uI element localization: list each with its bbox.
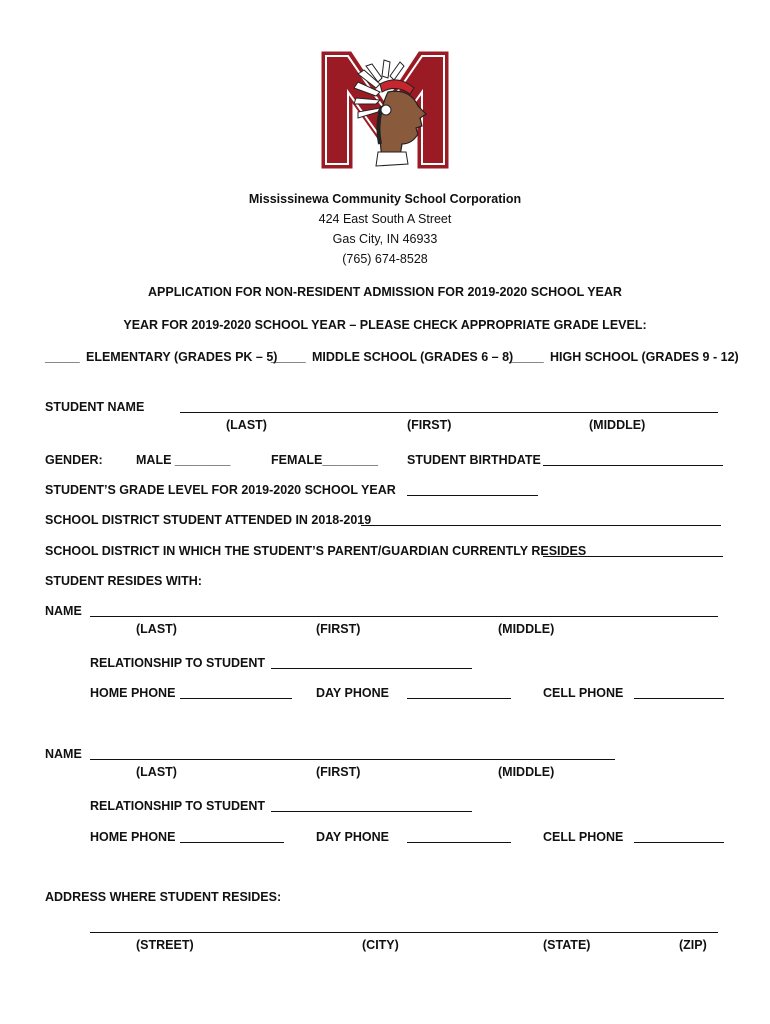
grade-prompt: YEAR FOR 2019-2020 SCHOOL YEAR – PLEASE CHECK APPROPRIATE GRADE LEVEL: xyxy=(123,318,647,332)
previous-district-label: SCHOOL DISTRICT STUDENT ATTENDED IN 2018-2019 xyxy=(45,513,372,527)
resident-district-field[interactable] xyxy=(543,556,723,557)
guardian2-name-field[interactable] xyxy=(90,759,615,760)
student-middle-caption: (MIDDLE) xyxy=(589,418,646,432)
guardian1-relationship-label: RELATIONSHIP TO STUDENT xyxy=(90,656,266,670)
guardian2-name-label: NAME xyxy=(45,747,82,761)
female-option[interactable]: FEMALE________ xyxy=(271,453,379,467)
org-name: Mississinewa Community School Corporation xyxy=(248,192,522,206)
guardian2-cell-phone-label: CELL PHONE xyxy=(543,830,624,844)
address-line-1: 424 East South A Street xyxy=(318,212,452,226)
elementary-option-label: ELEMENTARY (GRADES PK – 5) xyxy=(86,350,278,364)
guardian1-home-phone-field[interactable] xyxy=(180,698,292,699)
guardian1-relationship-field[interactable] xyxy=(271,668,472,669)
grade-level-field[interactable] xyxy=(407,495,538,496)
high-option-label: HIGH SCHOOL (GRADES 9 - 12) xyxy=(550,350,739,364)
guardian2-last-caption: (LAST) xyxy=(136,765,177,779)
student-name-label: STUDENT NAME xyxy=(45,400,145,414)
phone-number: (765) 674-8528 xyxy=(342,252,428,266)
guardian2-day-phone-label: DAY PHONE xyxy=(316,830,389,844)
birthdate-field[interactable] xyxy=(543,465,723,466)
guardian2-home-phone-field[interactable] xyxy=(180,842,284,843)
city-caption: (CITY) xyxy=(362,938,399,952)
middle-option-label: MIDDLE SCHOOL (GRADES 6 – 8) xyxy=(312,350,514,364)
student-name-field[interactable] xyxy=(180,412,718,413)
previous-district-field[interactable] xyxy=(361,525,721,526)
guardian1-name-field[interactable] xyxy=(90,616,718,617)
school-logo xyxy=(318,48,452,172)
guardian1-first-caption: (FIRST) xyxy=(316,622,361,636)
guardian2-home-phone-label: HOME PHONE xyxy=(90,830,176,844)
form-title: APPLICATION FOR NON-RESIDENT ADMISSION FOR 2019-2020 SCHOOL YEAR xyxy=(148,285,622,299)
guardian1-middle-caption: (MIDDLE) xyxy=(498,622,555,636)
guardian1-home-phone-label: HOME PHONE xyxy=(90,686,176,700)
male-option[interactable]: MALE ________ xyxy=(136,453,231,467)
address-label: ADDRESS WHERE STUDENT RESIDES: xyxy=(45,890,282,904)
address-line-2: Gas City, IN 46933 xyxy=(332,232,438,246)
guardian1-day-phone-label: DAY PHONE xyxy=(316,686,389,700)
resident-district-label: SCHOOL DISTRICT IN WHICH THE STUDENT’S PARENT/GUARDIAN CURRENTLY RESIDES xyxy=(45,544,587,558)
high-checkbox-blank[interactable]: _____ xyxy=(509,350,544,364)
middle-checkbox-blank[interactable]: _____ xyxy=(271,350,306,364)
gender-label: GENDER: xyxy=(45,453,103,467)
birthdate-label: STUDENT BIRTHDATE xyxy=(407,453,541,467)
resides-with-label: STUDENT RESIDES WITH: xyxy=(45,574,202,588)
guardian1-cell-phone-label: CELL PHONE xyxy=(543,686,624,700)
grade-level-label: STUDENT’S GRADE LEVEL FOR 2019-2020 SCHOOL YEAR xyxy=(45,483,396,497)
guardian1-name-label: NAME xyxy=(45,604,82,618)
state-caption: (STATE) xyxy=(543,938,591,952)
guardian2-relationship-field[interactable] xyxy=(271,811,472,812)
address-field[interactable] xyxy=(90,932,718,933)
guardian2-middle-caption: (MIDDLE) xyxy=(498,765,555,779)
guardian2-cell-phone-field[interactable] xyxy=(634,842,724,843)
guardian1-day-phone-field[interactable] xyxy=(407,698,511,699)
student-last-caption: (LAST) xyxy=(226,418,267,432)
elementary-checkbox-blank[interactable]: _____ xyxy=(45,350,80,364)
student-first-caption: (FIRST) xyxy=(407,418,452,432)
guardian2-first-caption: (FIRST) xyxy=(316,765,361,779)
guardian2-relationship-label: RELATIONSHIP TO STUDENT xyxy=(90,799,266,813)
zip-caption: (ZIP) xyxy=(679,938,707,952)
street-caption: (STREET) xyxy=(136,938,194,952)
guardian2-day-phone-field[interactable] xyxy=(407,842,511,843)
guardian1-cell-phone-field[interactable] xyxy=(634,698,724,699)
guardian1-last-caption: (LAST) xyxy=(136,622,177,636)
